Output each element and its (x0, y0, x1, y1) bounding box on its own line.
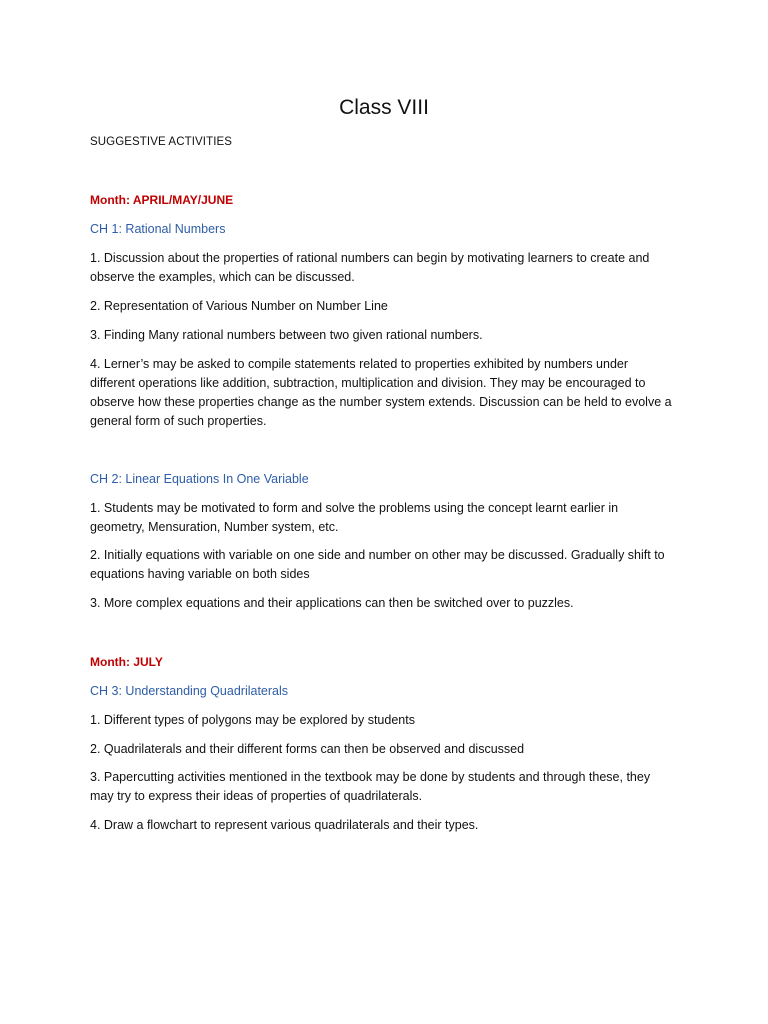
activity-line: 4. Draw a flowchart to represent various quadrilaterals and their types. (90, 818, 479, 832)
month-heading: Month: APRIL/MAY/JUNE (90, 193, 234, 207)
activity-line: different operations like addition, subtraction, multiplication and division. They may be encouraged to (90, 376, 646, 390)
activity-line: 1. Different types of polygons may be explored by students (90, 713, 415, 727)
chapter-heading: CH 2: Linear Equations In One Variable (90, 472, 309, 486)
activity-line: general form of such properties. (90, 414, 267, 428)
document-subtitle: SUGGESTIVE ACTIVITIES (90, 136, 233, 148)
page-title: Class VIII (339, 96, 429, 119)
chapter-heading: CH 1: Rational Numbers (90, 222, 226, 236)
activity-line: 3. Papercutting activities mentioned in the textbook may be done by students and through these, they (90, 770, 651, 784)
activity-line: 2. Representation of Various Number on Number Line (90, 299, 388, 313)
activity-line: 2. Quadrilaterals and their different forms can then be observed and discussed (90, 742, 525, 756)
chapter-heading: CH 3: Understanding Quadrilaterals (90, 684, 289, 698)
activity-line: 1. Students may be motivated to form and solve the problems using the concept learnt earlier in (90, 501, 619, 515)
activity-line: 4. Lerner’s may be asked to compile statements related to properties exhibited by numbers under (90, 357, 629, 371)
activity-line: 3. Finding Many rational numbers between two given rational numbers. (90, 328, 483, 342)
activity-line: 1. Discussion about the properties of rational numbers can begin by motivating learners to create and (90, 251, 650, 265)
activity-line: observe how these properties change as the number system extends. Discussion can be held to evolve a (90, 395, 672, 409)
activity-line: may try to express their ideas of properties of quadrilaterals. (90, 789, 423, 803)
activity-line: equations having variable on both sides (90, 567, 310, 581)
activity-line: 3. More complex equations and their applications can then be switched over to puzzles. (90, 596, 574, 610)
month-heading: Month: JULY (90, 655, 163, 669)
activity-line: 2. Initially equations with variable on one side and number on other may be discussed. Gradually shift to (90, 548, 665, 562)
activity-line: observe the examples, which can be discussed. (90, 270, 355, 284)
activity-line: geometry, Mensuration, Number system, etc. (90, 520, 339, 534)
